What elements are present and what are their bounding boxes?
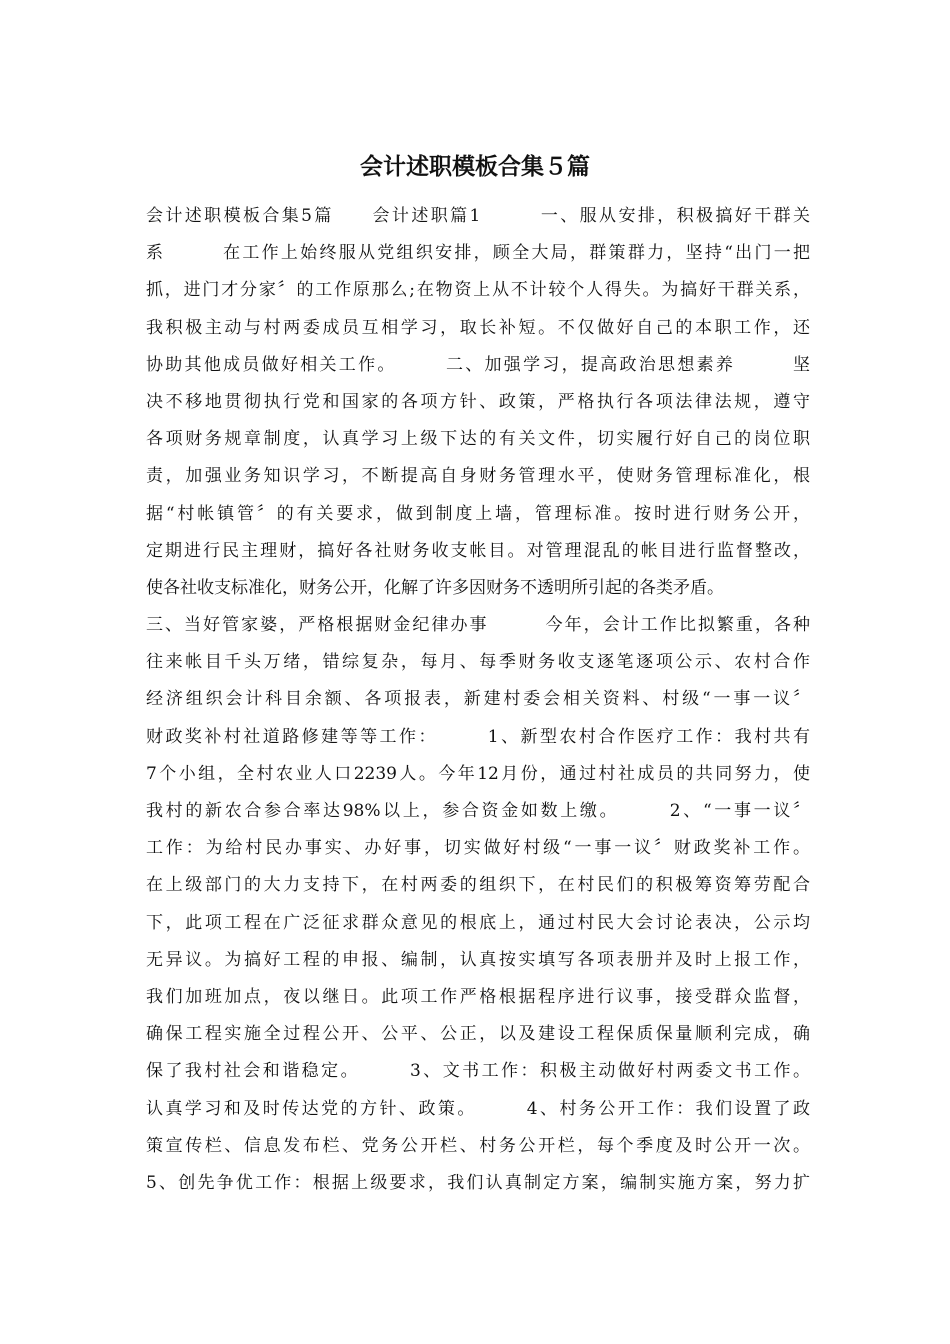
body-line: 策宣传栏、信息发布栏、党务公开栏、村务公开栏，每个季度及时公开一次。 [146,1135,810,1156]
body-line: 三、当好管家婆，严格根据财金纪律办事 今年，会计工作比拟繁重，各种 [146,615,810,636]
document-title: 会计述职模板合集５篇 [360,154,590,180]
body-line: 保了我村社会和谐稳定。 3、文书工作：积极主动做好村两委文书工作。 [146,1061,810,1082]
body-line: 我村的新农合参合率达98%以上，参合资金如数上缴。 2、“一事一议〞 [146,801,810,821]
body-line: 工作：为给村民办事实、办好事，切实做好村级“一事一议〞财政奖补工作。 [146,838,810,859]
body-line: 责，加强业务知识学习，不断提高自身财务管理水平，使财务管理标准化，根 [146,466,810,487]
body-line: 确保工程实施全过程公开、公平、公正，以及建设工程保质保量顺利完成，确 [146,1024,810,1045]
body-line: 抓，进门才分家〞的工作原那么;在物资上从不计较个人得失。为搞好干群关系， [146,280,810,301]
body-line: 会计述职模板合集5篇 会计述职篇1 一、服从安排，积极搞好干群关 [146,206,810,226]
body-line: 据“村帐镇管〞的有关要求，做到制度上墙，管理标准。按时进行财务公开， [146,503,810,524]
body-line: 我积极主动与村两委成员互相学习，取长补短。不仅做好自己的本职工作，还 [146,317,810,338]
body-line: 协助其他成员做好相关工作。 二、加强学习，提高政治思想素养 坚 [146,354,810,375]
body-line: 财政奖补村社道路修建等等工作： 1、新型农村合作医疗工作：我村共有 [146,726,810,747]
document-body [146,198,810,1202]
body-line: 使各社收支标准化，财务公开，化解了许多因财务不透明所引起的各类矛盾。 [146,577,724,598]
body-line: 无异议。为搞好工程的申报、编制，认真按实填写各项表册并及时上报工作， [146,949,810,970]
body-line: 各项财务规章制度，认真学习上级下达的有关文件，切实履行好自己的岗位职 [146,429,810,450]
body-line: 经济组织会计科目余额、各项报表，新建村委会相关资料、村级“一事一议〞 [146,689,810,710]
body-line: 决不移地贯彻执行党和国家的各项方针、政策，严格执行各项法律法规，遵守 [146,391,810,412]
body-line: 往来帐目千头万绪，错综复杂，每月、每季财务收支逐笔逐项公示、农村合作 [146,652,810,673]
body-line: 我们加班加点，夜以继日。此项工作严格根据程序进行议事，接受群众监督， [146,986,810,1007]
body-line: 下，此项工程在广泛征求群众意见的根底上，通过村民大会讨论表决，公示均 [146,912,810,933]
body-line: 定期进行民主理财，搞好各社财务收支帐目。对管理混乱的帐目进行监督整改， [146,540,810,561]
body-line: 在上级部门的大力支持下，在村两委的组织下，在村民们的积极筹资筹劳配合 [146,875,810,896]
body-line: 系 在工作上始终服从党组织安排，顾全大局，群策群力，坚持“出门一把 [146,243,810,264]
body-line: 认真学习和及时传达党的方针、政策。 4、村务公开工作：我们设置了政 [146,1098,810,1119]
body-line: 7个小组，全村农业人口2239人。今年12月份，通过村社成员的共同努力，使 [146,763,810,784]
body-line: 5、创先争优工作：根据上级要求，我们认真制定方案，编制实施方案，努力扩 [146,1172,810,1193]
